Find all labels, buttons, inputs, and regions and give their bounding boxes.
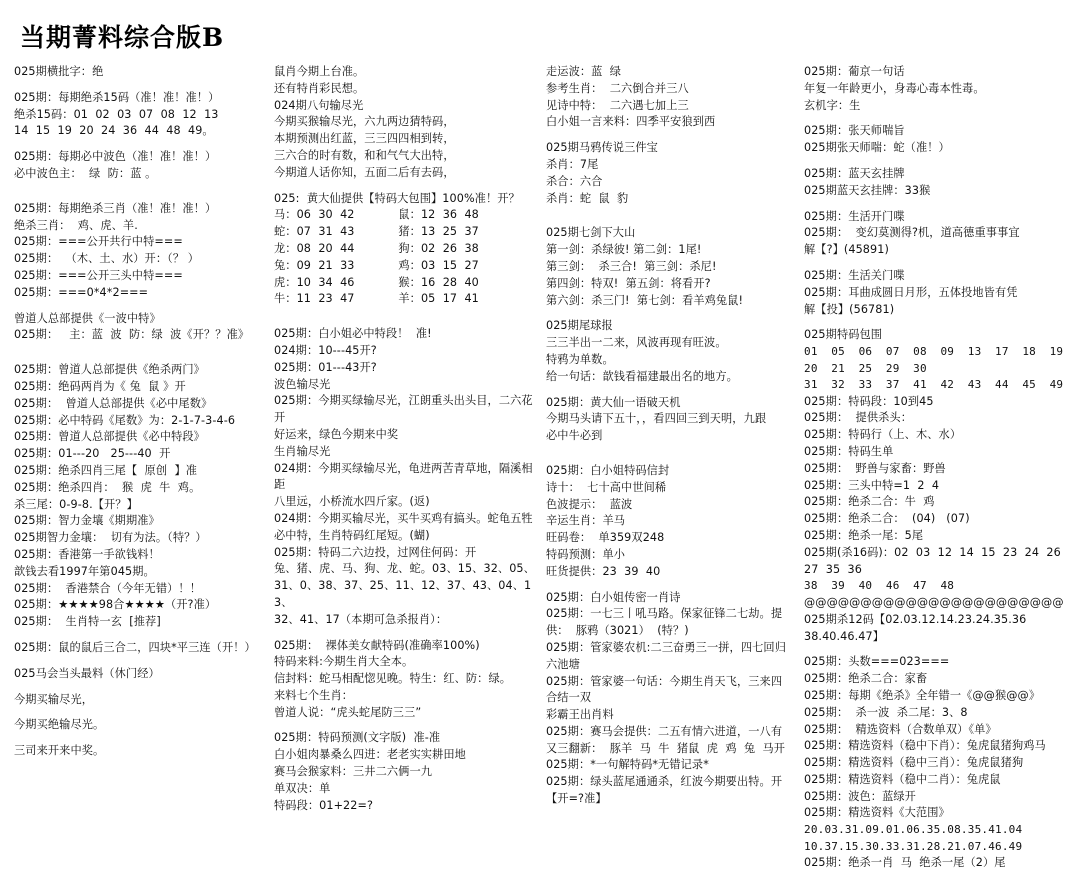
text-line: 025期：头数===023=== <box>804 655 950 669</box>
text-line: 玄机字：生 <box>804 98 861 112</box>
text-line: 赛马会猴家料：三井二六俩一九 <box>274 765 433 779</box>
text-line: 三三半出一二来，风波再现有旺波。 <box>546 336 727 350</box>
text-line: 必中波色主： 绿 防：蓝 。 <box>14 166 157 180</box>
text-line: 色波提示： 蓝波 <box>546 497 633 511</box>
text-line: 025期：特码生单 <box>804 445 894 459</box>
text-line: 025期： 裸体美女献特码(准确率100%) <box>274 638 480 652</box>
text-line: 旺码卷： 单359双248 <box>546 531 665 545</box>
text-line: 025期：香港第一手欲钱料！ <box>14 547 160 561</box>
text-line: 025期横批字：绝 <box>14 65 104 78</box>
line-spacer <box>14 353 264 362</box>
line-spacer <box>14 734 264 743</box>
text-line: 特鸦为单数。 <box>546 352 614 366</box>
text-line: 六池塘 <box>546 657 580 671</box>
text-line: 024期：今期买输尽光，买牛买鸡有搞头。蛇龟五牲 <box>274 511 533 525</box>
text-line: 特码来料:今期生肖大全本。 <box>274 655 414 669</box>
text-line: 025期：管家婆农机:二三奋勇三一拼，四七回归 <box>546 640 786 654</box>
text-line: 025期： 曾道人总部提供《必中尾数》 <box>14 396 213 410</box>
text-line: 025期：*一句解特码*无错记录* <box>546 758 709 772</box>
line-spacer <box>546 454 794 463</box>
text-line: 025期：01---43开? <box>274 360 377 374</box>
text-line: 旺货提供：23 39 40 <box>546 564 661 578</box>
text-line: 025期：特码二六边投，过网住何码：开 <box>274 545 477 559</box>
line-spacer <box>274 721 536 730</box>
text-line: 生肖输尽光 <box>274 444 331 458</box>
text-line: 鼠肖今期上台准。 <box>274 65 365 78</box>
text-line: 025期：管家婆一句话：今期生肖天飞，三来四 <box>546 674 783 688</box>
line-spacer <box>546 445 794 454</box>
text-line: 025期：耳曲成圆日月形，五体投地皆有凭 <box>804 285 1018 299</box>
line-spacer <box>14 708 264 717</box>
text-line: 第四剑：特双! 第五剑：将看开? <box>546 276 711 290</box>
text-line: 025期：波色：蓝绿开 <box>804 789 916 803</box>
text-line: 025期七剑下大山 <box>546 226 636 240</box>
text-line: 今期马头请下五十，，看四回三到天明，九跟 <box>546 412 767 426</box>
text-line: 024期：10---45开? <box>274 343 377 357</box>
text-line: 025期：黄大仙一语破天机 <box>546 395 681 409</box>
text-line: 024期八句输尽光 <box>274 98 364 112</box>
line-spacer <box>14 683 264 692</box>
text-line: 第六剑：杀三门! 第七剑：看羊鸡兔鼠! <box>546 293 744 307</box>
text-column-1 <box>14 64 264 760</box>
line-spacer <box>14 344 264 353</box>
line-spacer <box>14 657 264 666</box>
line-spacer <box>274 182 536 191</box>
text-line: 本期预测出红蓝，三三四四相到转， <box>274 132 455 146</box>
text-line: 杀合：六合 <box>546 174 603 188</box>
line-spacer <box>804 318 1070 327</box>
text-line: 025期：特码行（上、木、水） <box>804 428 962 442</box>
text-line: 025期：绝杀一尾：5尾 <box>804 529 924 543</box>
text-line: 025期张天师喘：蛇（准！） <box>804 141 950 155</box>
text-line: 见诗中特： 二六遇七加上三 <box>546 98 689 112</box>
text-line: 今期道人话你知，五面二后有去码， <box>274 165 455 179</box>
text-line: 彩霸王出肖料 <box>546 708 614 722</box>
text-line: 牛：11 23 47 羊：05 17 41 <box>274 292 479 306</box>
text-line: 025期：白小姐传密一肖诗 <box>546 590 681 604</box>
text-line: 025期：白小姐必中特段！ 准! <box>274 327 432 341</box>
text-line: 第一剑：杀绿彼! 第二剑：1尾! <box>546 243 702 257</box>
text-line: 14 15 19 20 24 36 44 48 49。 <box>14 124 214 138</box>
text-line: 025期：===公开共行中特=== <box>14 235 183 249</box>
text-line: 曾道人总部提供《一波中特》 <box>14 311 161 325</box>
text-line: 32、41、17（本期可急杀报肖）： <box>274 612 448 626</box>
text-line: 025期：每期绝杀三肖（准！准！准！） <box>14 201 217 215</box>
text-line: 025期：绝杀四肖： 猴 虎 牛 鸡。 <box>14 480 201 494</box>
text-line: 025期：精选资料《大范围》 <box>804 806 950 820</box>
text-line: 三六合的时有数，和和气气大出特， <box>274 148 455 162</box>
text-line: 杀肖：蛇 鼠 豹 <box>546 191 629 205</box>
text-line: 合结一双 <box>546 691 592 705</box>
text-line: 025期：===公开三头中特=== <box>14 268 183 282</box>
text-line: 025期：绝杀二合：家畜 <box>804 672 928 686</box>
line-spacer <box>804 200 1070 209</box>
text-line: 虎：10 34 46 猴：16 28 40 <box>274 275 479 289</box>
text-line: 025期：一七三丨吼马路。保家征锋二七劫。提 <box>546 607 783 621</box>
text-line: @@@@@@@@@@@@@@@@@@@@@@@ <box>804 595 1064 609</box>
text-line: 025期：绿头蓝尾通通杀，红波今期要出特。开 <box>546 775 783 789</box>
text-line: 025期： 精选资料（合数单双）《单》 <box>804 722 997 736</box>
text-line: 马：06 30 42 鼠：12 36 48 <box>274 208 479 222</box>
text-line: 特码段：01+22=? <box>274 798 374 812</box>
text-line: 025期：白小姐特码信封 <box>546 463 670 477</box>
text-line: 必中牛必到 <box>546 429 603 443</box>
line-spacer <box>14 140 264 149</box>
text-line: 今期买猴输尽光，六九两边猜特码， <box>274 115 455 129</box>
text-line: 025期：三头中特=1 2 4 <box>804 478 940 492</box>
text-line: 38.40.46.47】 <box>804 629 884 643</box>
text-line: 歆钱去看1997年第045期。 <box>14 564 155 578</box>
line-spacer <box>546 216 794 225</box>
text-column-3 <box>546 64 794 808</box>
text-line: 025期(杀16码)：02 03 12 14 15 23 24 26 27 35 36 <box>804 545 1069 576</box>
text-line: 今期买绝输尽光。 <box>14 718 105 732</box>
text-line: 025期：★★★★98合★★★★（开?准） <box>14 598 217 612</box>
text-line: 025期： 杀一波 杀二尾：3、8 <box>804 705 968 719</box>
text-line: 诗十： 七十高中世间稀 <box>546 480 667 494</box>
text-line: 20.03.31.09.01.06.35.08.35.41.04 <box>804 823 1023 837</box>
text-line: 01 05 06 07 08 09 13 17 18 19 20 21 25 29 30 <box>804 345 1077 375</box>
text-line: 特码预测：单小 <box>546 547 626 561</box>
text-line: 025期：精选资料（稳中下肖）：兔虎鼠猪狗鸡马 <box>804 739 1046 753</box>
text-line: 参考生肖： 二六倒合并三八 <box>546 81 689 95</box>
text-line: 025期：张天师喘旨 <box>804 124 905 138</box>
text-line: 025期：鼠的鼠后三合二，四块*平三连（开！） <box>14 640 256 654</box>
text-line: 走运波：蓝 绿 <box>546 65 622 78</box>
text-line: 绝杀15码：01 02 03 07 08 12 13 <box>14 107 219 121</box>
page-title: 当期菁料综合版B <box>20 23 225 52</box>
text-line: 025期： 生肖特一玄 [推荐] <box>14 615 161 629</box>
text-line: 025期：绝杀四肖三尾【 原创 】准 <box>14 463 198 477</box>
text-line: 025期： 变幻莫测得?机，道高德重事事宜 <box>804 226 1020 240</box>
text-line: 三司来开来中奖。 <box>14 744 105 758</box>
text-line: 解【?】(45891) <box>804 243 889 257</box>
text-line: 年复一年龄更小，身毒心毒本性毒。 <box>804 81 985 95</box>
text-line: 兔、猪、虎、马、狗、龙、蛇。03、15、32、05、 <box>274 562 535 576</box>
text-line: 025期：智力金壤《期期准》 <box>14 514 160 528</box>
text-line: 025期：每期《绝杀》全年错一《@@猴@@》 <box>804 688 1041 702</box>
text-line: 兔：09 21 33 鸡：03 15 27 <box>274 258 479 272</box>
text-line: 025期：绝杀二合： (04) (07) <box>804 512 970 526</box>
text-line: 025期： 提供杀头： <box>804 411 912 425</box>
text-line: 025期：绝杀二合：牛 鸡 <box>804 495 935 509</box>
text-line: 025期：特码段：10到45 <box>804 394 934 408</box>
text-line: 025期：===0*4*2=== <box>14 285 149 299</box>
text-line: 波色输尽光 <box>274 377 331 391</box>
line-spacer <box>804 114 1070 123</box>
text-line: 025期：蓝天玄挂牌 <box>804 166 905 180</box>
line-spacer <box>804 645 1070 654</box>
text-line: 025期马鸦传说三件宝 <box>546 141 658 155</box>
text-line: 025期：特码预测(文字版) 准-准 <box>274 731 441 745</box>
line-spacer <box>274 317 536 326</box>
line-spacer <box>14 81 264 90</box>
text-line: 025期：精选资料（稳中三肖）：兔虎鼠猪狗 <box>804 756 1024 770</box>
text-line: 025期：曾道人总部提供《绝杀两门》 <box>14 363 205 377</box>
text-line: 025期：每期绝杀15码（准！准！准！） <box>14 90 220 104</box>
line-spacer <box>804 259 1070 268</box>
columns-container <box>14 64 1077 872</box>
text-line: 今期买输尽光， <box>14 692 94 706</box>
text-line: 025期智力金壤： 切有为法。（特？） <box>14 531 207 545</box>
text-line: 025期：生活开门喋 <box>804 209 905 223</box>
text-line: 白小姐肉暴桑么四进：老老实实耕田地 <box>274 748 466 762</box>
text-line: 来料七个生肖： <box>274 688 354 702</box>
line-spacer <box>14 631 264 640</box>
line-spacer <box>804 157 1070 166</box>
text-line: 025期杀12码【02.03.12.14.23.24.35.36 <box>804 612 1027 626</box>
text-line: 【开=?准】 <box>546 792 607 806</box>
text-line: 025期：精选资料（稳中二肖）：兔虎鼠 <box>804 772 1001 786</box>
text-line: 第三剑： 杀三合! 第三剑：杀尼! <box>546 259 717 273</box>
text-line: 31 32 33 37 41 42 43 44 45 49 <box>804 378 1064 392</box>
text-line: 025期： 香港禁合（今年无错）！！ <box>14 581 201 595</box>
text-line: 025期：生活关门喋 <box>804 268 905 282</box>
text-line: 025期：曾道人总部提供《必中特段》 <box>14 430 205 444</box>
line-spacer <box>14 302 264 311</box>
text-line: 杀肖：7尾 <box>546 157 599 171</box>
text-line: 白小姐一言来料：四季平安狼到西 <box>546 115 716 129</box>
text-line: 025期：赛马会提供：二五有情六进道，一八有 <box>546 724 783 738</box>
text-line: 31、0、38、37、25、11、12、37、43、04、13、 <box>274 579 532 609</box>
text-line: 10.37.15.30.33.31.28.21.07.46.49 <box>804 839 1023 853</box>
text-line: 38 39 40 46 47 48 <box>804 579 955 593</box>
text-line: 龙：08 20 44 狗：02 26 38 <box>274 241 479 255</box>
text-line: 025期：葡京一句话 <box>804 65 905 78</box>
text-line: 给一句话：歆钱看福建最出名的地方。 <box>546 369 738 383</box>
line-spacer <box>274 629 536 638</box>
text-line: 八里远，小桥流水四斤家。(返) <box>274 495 430 509</box>
text-line: 025期特码包围 <box>804 328 883 342</box>
text-line: 曾道人说：“虎头蛇尾防三三” <box>274 705 422 719</box>
text-line: 025期尾球报 <box>546 319 613 333</box>
line-spacer <box>546 581 794 590</box>
text-line: 好运来，绿色今期来中奖 <box>274 427 399 441</box>
text-line: 信封料：蛇马相配惚见晚。特生：红、防：绿。 <box>274 672 512 686</box>
text-line: 025期蓝天玄挂牌：33猴 <box>804 183 931 197</box>
text-line: 025期：绝码两肖为《 兔 鼠 》开 <box>14 379 186 393</box>
line-spacer <box>14 183 264 192</box>
text-line: 绝杀三肖： 鸡、虎、羊. <box>14 218 138 232</box>
text-line: 杀三尾：0-9-8.【开？】 <box>14 497 138 511</box>
text-line: 025期：01---20 25---40 开 <box>14 447 171 461</box>
text-line: 025期： 主：蓝 波 防：绿 波《开？？准》 <box>14 328 250 342</box>
text-line: 025马会当头最料（休门经） <box>14 666 160 680</box>
text-column-2 <box>274 64 536 814</box>
line-spacer <box>546 131 794 140</box>
text-line: 025期：必中特码《尾数》为：2-1-7-3-4-6 <box>14 413 236 427</box>
text-line: 025: 黄大仙提供【特码大包围】100%准！开？ <box>274 191 520 205</box>
text-line: 又三翻新： 豚羊 马 牛 猪鼠 虎 鸡 兔 马开 <box>546 741 786 755</box>
text-line: 025期： 野兽与家畜：野兽 <box>804 461 946 475</box>
text-line: 单双决：单 <box>274 781 331 795</box>
text-line: 辛运生肖：羊马 <box>546 514 626 528</box>
text-line: 供： 豚鸦（3021） (特？) <box>546 624 689 638</box>
line-spacer <box>546 386 794 395</box>
text-line: 024期：今期买绿输尽光，龟进两苦青草地，隔溪相距 <box>274 461 533 492</box>
text-line: 025期： （木、土、水）开：（？ ） <box>14 252 200 266</box>
text-line: 还有特肖彩民想。 <box>274 81 365 95</box>
line-spacer <box>14 192 264 201</box>
text-line: 蛇：07 31 43 猪：13 25 37 <box>274 225 479 239</box>
line-spacer <box>274 308 536 317</box>
text-column-4 <box>804 64 1077 872</box>
text-line: 解【投】(56781) <box>804 302 895 316</box>
text-line: 必中特，生肖特码红尾短。(蝴) <box>274 528 430 542</box>
text-line: 025期：绝杀一肖 马 绝杀一尾（2）尾 <box>804 856 1006 870</box>
line-spacer <box>546 309 794 318</box>
text-line: 025期：今期买绿输尽光，江朗重头出头目，二六花开 <box>274 394 533 425</box>
text-line: 025期：每期必中波色（准！准！准！） <box>14 150 217 164</box>
line-spacer <box>546 207 794 216</box>
